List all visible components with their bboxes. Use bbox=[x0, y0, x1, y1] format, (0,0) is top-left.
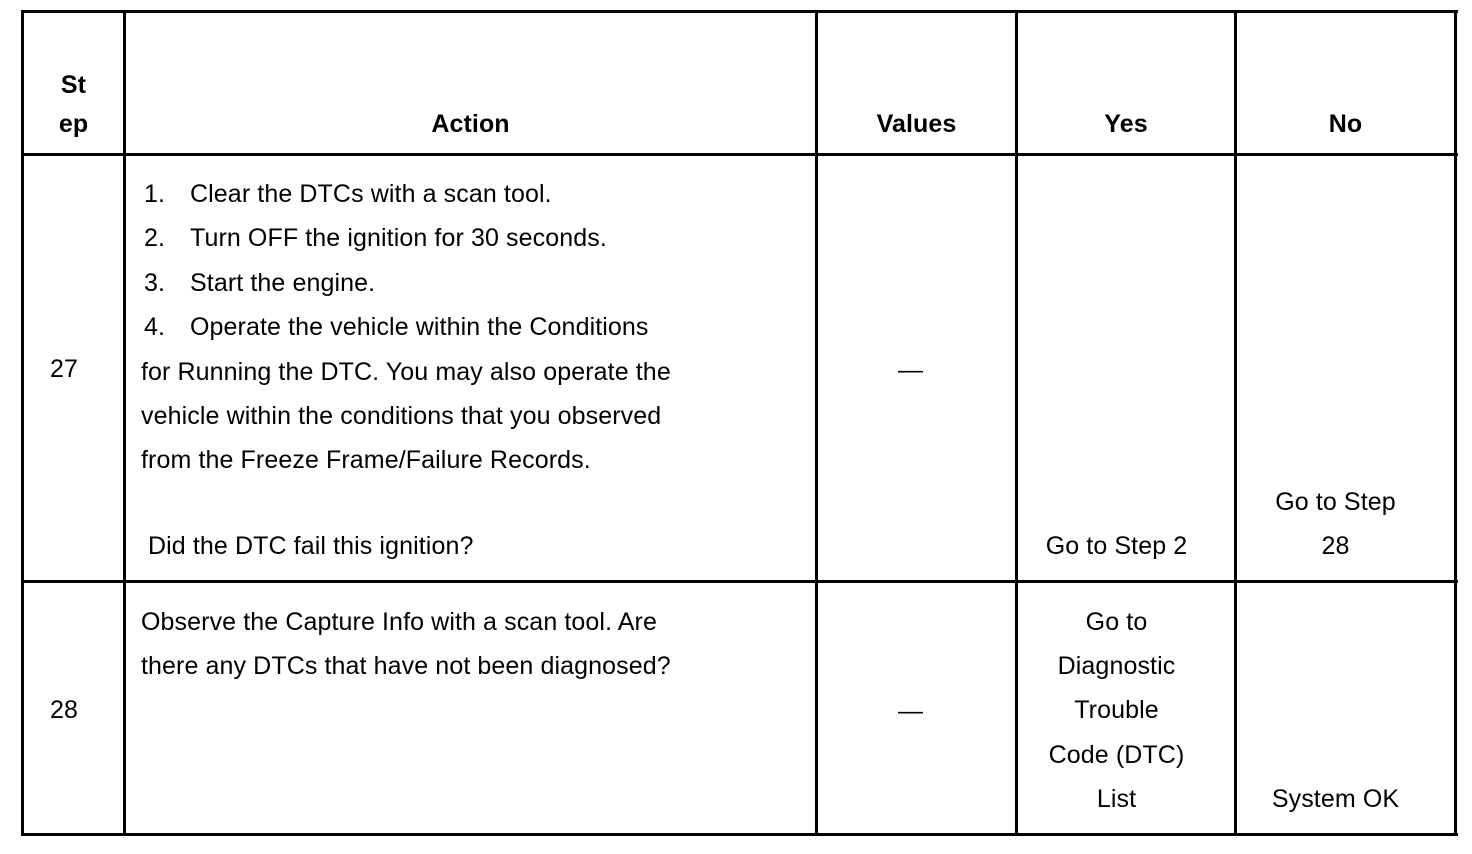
header-yes: Yes bbox=[1104, 110, 1148, 138]
list-item-continuation: for Running the DTC. You may also operate the bbox=[141, 358, 671, 386]
yes-cell-line: Trouble bbox=[1074, 696, 1159, 724]
no-cell-line: Go to Step bbox=[1275, 488, 1396, 516]
no-cell-line: 28 bbox=[1321, 532, 1350, 560]
no-cell bbox=[1237, 487, 1434, 561]
list-item: 2. Turn OFF the ignition for 30 seconds. bbox=[144, 224, 607, 252]
list-item-continuation: from the Freeze Frame/Failure Records. bbox=[141, 446, 591, 474]
yes-cell-line: Code (DTC) bbox=[1048, 741, 1185, 769]
header-divider bbox=[21, 153, 1458, 156]
step-number: 27 bbox=[49, 355, 78, 383]
list-item: 3. Start the engine. bbox=[144, 269, 376, 297]
values-cell: — bbox=[897, 356, 924, 384]
header-values: Values bbox=[876, 110, 957, 138]
list-item: 1. Clear the DTCs with a scan tool. bbox=[144, 180, 552, 208]
action-line: there any DTCs that have not been diagnosed? bbox=[141, 652, 671, 680]
yes-cell: Go to Step 2 bbox=[1045, 532, 1188, 560]
yes-cell-line: Go to bbox=[1085, 608, 1148, 636]
header-no: No bbox=[1328, 110, 1363, 138]
action-question: Did the DTC fail this ignition? bbox=[148, 532, 474, 560]
header-step-line2: ep bbox=[58, 110, 89, 138]
table-border-right bbox=[1454, 10, 1457, 836]
action-line: Observe the Capture Info with a scan tool. Are bbox=[141, 608, 657, 636]
no-cell: System OK bbox=[1271, 785, 1400, 813]
step-number: 28 bbox=[49, 696, 78, 724]
header-step bbox=[24, 70, 123, 139]
list-item: 4. Operate the vehicle within the Conditions bbox=[144, 313, 649, 341]
yes-cell-line: Diagnostic bbox=[1057, 652, 1176, 680]
list-item-continuation: vehicle within the conditions that you observed bbox=[141, 402, 662, 430]
row-divider bbox=[21, 580, 1458, 583]
yes-cell-line: List bbox=[1096, 785, 1137, 813]
table-border-bottom bbox=[21, 833, 1458, 836]
header-step-line1: St bbox=[60, 71, 87, 99]
table-border-top bbox=[21, 10, 1458, 13]
values-cell: — bbox=[897, 697, 924, 725]
header-action: Action bbox=[431, 110, 510, 138]
